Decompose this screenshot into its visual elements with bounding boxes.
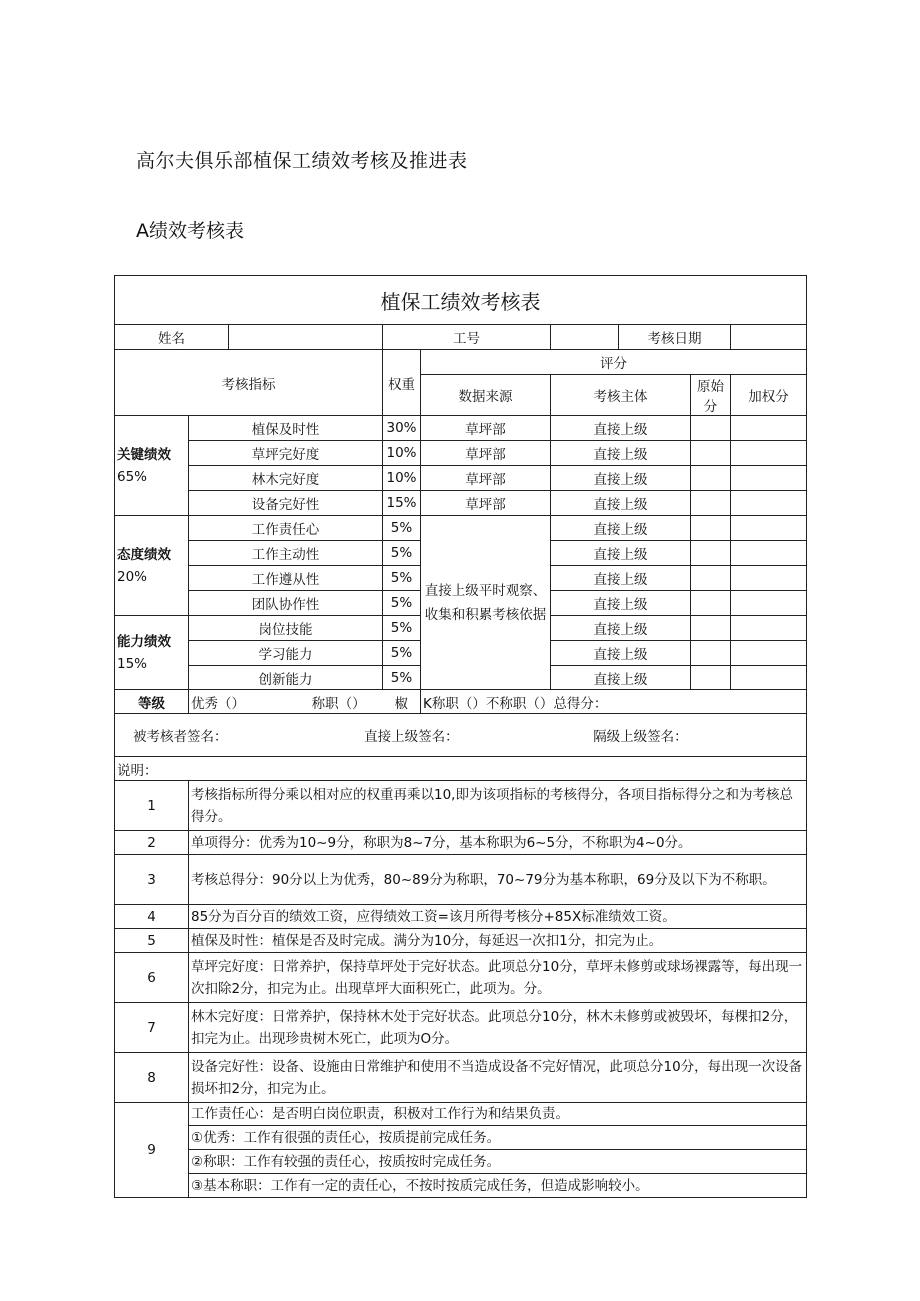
- indicator-source: 草坪部: [421, 491, 551, 516]
- weighted-score-cell[interactable]: [731, 466, 807, 491]
- note-number: 2: [115, 831, 189, 855]
- evaluation-table: [114, 275, 807, 1198]
- indicator-weight: 5%: [383, 516, 421, 541]
- weighted-score-cell[interactable]: [731, 566, 807, 591]
- raw-score-cell[interactable]: [691, 616, 731, 641]
- indicator-weight: 30%: [383, 416, 421, 441]
- category-percent: 15%: [117, 655, 148, 672]
- employee-id-value[interactable]: [551, 325, 619, 350]
- header-evaluator: 考核主体: [551, 375, 691, 416]
- indicator-source: 草坪部: [421, 441, 551, 466]
- merged-data-source: 直接上级平时观察、收集和积累考核依据: [421, 516, 551, 690]
- weighted-score-cell[interactable]: [731, 441, 807, 466]
- raw-score-cell[interactable]: [691, 591, 731, 616]
- note-number: 9: [115, 1103, 189, 1198]
- name-value[interactable]: [229, 325, 383, 350]
- table-title: 植保工绩效考核表: [115, 276, 807, 325]
- note-text: 85分为百分百的绩效工资，应得绩效工资=该月所得考核分+85X标准绩效工资。: [189, 905, 807, 929]
- grade-excellent[interactable]: 优秀（）: [191, 695, 245, 712]
- header-indicator: 考核指标: [115, 350, 383, 416]
- indicator-item: 设备完好性: [189, 491, 383, 516]
- employee-id-label: 工号: [383, 325, 551, 350]
- grade-basic-fragment: 椒: [383, 690, 421, 714]
- raw-score-cell[interactable]: [691, 541, 731, 566]
- note-number: 7: [115, 1003, 189, 1053]
- indicator-item: 学习能力: [189, 641, 383, 666]
- indicator-source: 草坪部: [421, 416, 551, 441]
- notes-label: 说明：: [115, 757, 807, 781]
- note-number: 3: [115, 855, 189, 905]
- evaluation-date-value[interactable]: [731, 325, 807, 350]
- indicator-weight: 5%: [383, 591, 421, 616]
- header-score: 评分: [421, 350, 807, 375]
- grade-options-left: [189, 690, 383, 714]
- raw-score-cell[interactable]: [691, 516, 731, 541]
- indicator-source: 草坪部: [421, 466, 551, 491]
- indicator-item: 植保及时性: [189, 416, 383, 441]
- category-name: 态度绩效: [117, 546, 171, 563]
- grade-competent[interactable]: 称职（）: [311, 695, 366, 712]
- indicator-item: 工作遵从性: [189, 566, 383, 591]
- note-number: 5: [115, 929, 189, 953]
- indicator-item: 林木完好度: [189, 466, 383, 491]
- note-number: 4: [115, 905, 189, 929]
- raw-score-cell[interactable]: [691, 566, 731, 591]
- raw-score-cell[interactable]: [691, 666, 731, 690]
- raw-score-cell[interactable]: [691, 491, 731, 516]
- indicator-weight: 5%: [383, 541, 421, 566]
- category-key-performance: [115, 416, 189, 516]
- indicator-weight: 5%: [383, 566, 421, 591]
- indicator-item: 草坪完好度: [189, 441, 383, 466]
- note-text: ②称职：工作有较强的责任心，按质按时完成任务。: [189, 1150, 807, 1174]
- name-label: 姓名: [115, 325, 229, 350]
- header-data-source: 数据来源: [421, 375, 551, 416]
- note-text: 植保及时性：植保是否及时完成。满分为10分，每延迟一次扣1分，扣完为止。: [189, 929, 807, 953]
- indicator-weight: 10%: [383, 466, 421, 491]
- section-title: A绩效考核表: [136, 220, 244, 242]
- indicator-evaluator: 直接上级: [551, 516, 691, 541]
- examinee-signature[interactable]: 被考核者签名：: [133, 729, 228, 745]
- indicator-weight: 10%: [383, 441, 421, 466]
- indicator-item: 团队协作性: [189, 591, 383, 616]
- weighted-score-cell[interactable]: [731, 666, 807, 690]
- indicator-weight: 5%: [383, 666, 421, 690]
- weighted-score-cell[interactable]: [731, 516, 807, 541]
- indicator-evaluator: 直接上级: [551, 666, 691, 690]
- indicator-item: 工作主动性: [189, 541, 383, 566]
- note-text: ①优秀：工作有很强的责任心，按质提前完成任务。: [189, 1126, 807, 1150]
- note-text: 单项得分：优秀为10~9分，称职为8~7分，基本称职为6~5分，不称职为4~0分。: [189, 831, 807, 855]
- category-name: 关键绩效: [117, 446, 171, 463]
- signature-row: [115, 714, 807, 757]
- indicator-evaluator: 直接上级: [551, 491, 691, 516]
- note-text: 林木完好度：日常养护，保持林木处于完好状态。此项总分10分，林木未修剪或被毁坏，每棵扣2分，扣完为止。出现珍贵树木死亡，此项为O分。: [189, 1003, 807, 1053]
- indicator-item: 岗位技能: [189, 616, 383, 641]
- supervisor-signature[interactable]: 直接上级签名：: [364, 729, 459, 745]
- weighted-score-cell[interactable]: [731, 416, 807, 441]
- indicator-evaluator: 直接上级: [551, 566, 691, 591]
- note-number: 8: [115, 1053, 189, 1103]
- category-ability-performance: [115, 616, 189, 690]
- indicator-weight: 5%: [383, 616, 421, 641]
- weighted-score-cell[interactable]: [731, 491, 807, 516]
- weighted-score-cell[interactable]: [731, 641, 807, 666]
- header-raw-score: 原始分: [691, 375, 731, 416]
- indicator-evaluator: 直接上级: [551, 466, 691, 491]
- raw-score-cell[interactable]: [691, 441, 731, 466]
- raw-score-cell[interactable]: [691, 416, 731, 441]
- indicator-evaluator: 直接上级: [551, 641, 691, 666]
- note-text: 考核指标所得分乘以相对应的权重再乘以10,即为该项指标的考核得分，各项目指标得分之和为考核总得分。: [189, 781, 807, 831]
- indicator-evaluator: 直接上级: [551, 541, 691, 566]
- note-text: 工作责任心：是否明白岗位职责，积极对工作行为和结果负责。: [189, 1103, 807, 1126]
- note-number: 1: [115, 781, 189, 831]
- category-name: 能力绩效: [117, 633, 171, 650]
- header-weight: 权重: [383, 350, 421, 416]
- category-percent: 20%: [117, 568, 148, 585]
- weighted-score-cell[interactable]: [731, 616, 807, 641]
- category-attitude-performance: [115, 516, 189, 616]
- grade-label: 等级: [115, 690, 189, 714]
- indicator-weight: 15%: [383, 491, 421, 516]
- note-text: 草坪完好度：日常养护，保持草坪处于完好状态。此项总分10分，草坪未修剪或球场裸露等，每出现一次扣除2分，扣完为止。出现草坪大面积死亡，此项为。分。: [189, 953, 807, 1003]
- note-text: 设备完好性：设备、设施由日常维护和使用不当造成设备不完好情况，此项总分10分，每出现一次设备损坏扣2分，扣完为止。: [189, 1053, 807, 1103]
- raw-score-cell[interactable]: [691, 466, 731, 491]
- indicator-weight: 5%: [383, 641, 421, 666]
- category-percent: 65%: [117, 468, 148, 485]
- weighted-score-cell[interactable]: [731, 591, 807, 616]
- note-text: ③基本称职：工作有一定的责任心，不按时按质完成任务，但造成影响较小。: [189, 1174, 807, 1198]
- indicator-evaluator: 直接上级: [551, 441, 691, 466]
- indicator-evaluator: 直接上级: [551, 616, 691, 641]
- indicator-item: 创新能力: [189, 666, 383, 690]
- indicator-item: 工作责任心: [189, 516, 383, 541]
- grade-options-right: K称职（）不称职（）总得分：: [421, 690, 807, 714]
- raw-score-cell[interactable]: [691, 641, 731, 666]
- weighted-score-cell[interactable]: [731, 541, 807, 566]
- document-title: 高尔夫俱乐部植保工绩效考核及推进表: [136, 150, 468, 172]
- evaluation-date-label: 考核日期: [619, 325, 731, 350]
- indicator-evaluator: 直接上级: [551, 416, 691, 441]
- indicator-evaluator: 直接上级: [551, 591, 691, 616]
- note-text: 考核总得分：90分以上为优秀，80~89分为称职，70~79分为基本称职，69分及以下为不称职。: [189, 855, 807, 905]
- note-number: 6: [115, 953, 189, 1003]
- header-weighted-score: 加权分: [731, 375, 807, 416]
- senior-supervisor-signature[interactable]: 隔级上级签名：: [593, 729, 688, 745]
